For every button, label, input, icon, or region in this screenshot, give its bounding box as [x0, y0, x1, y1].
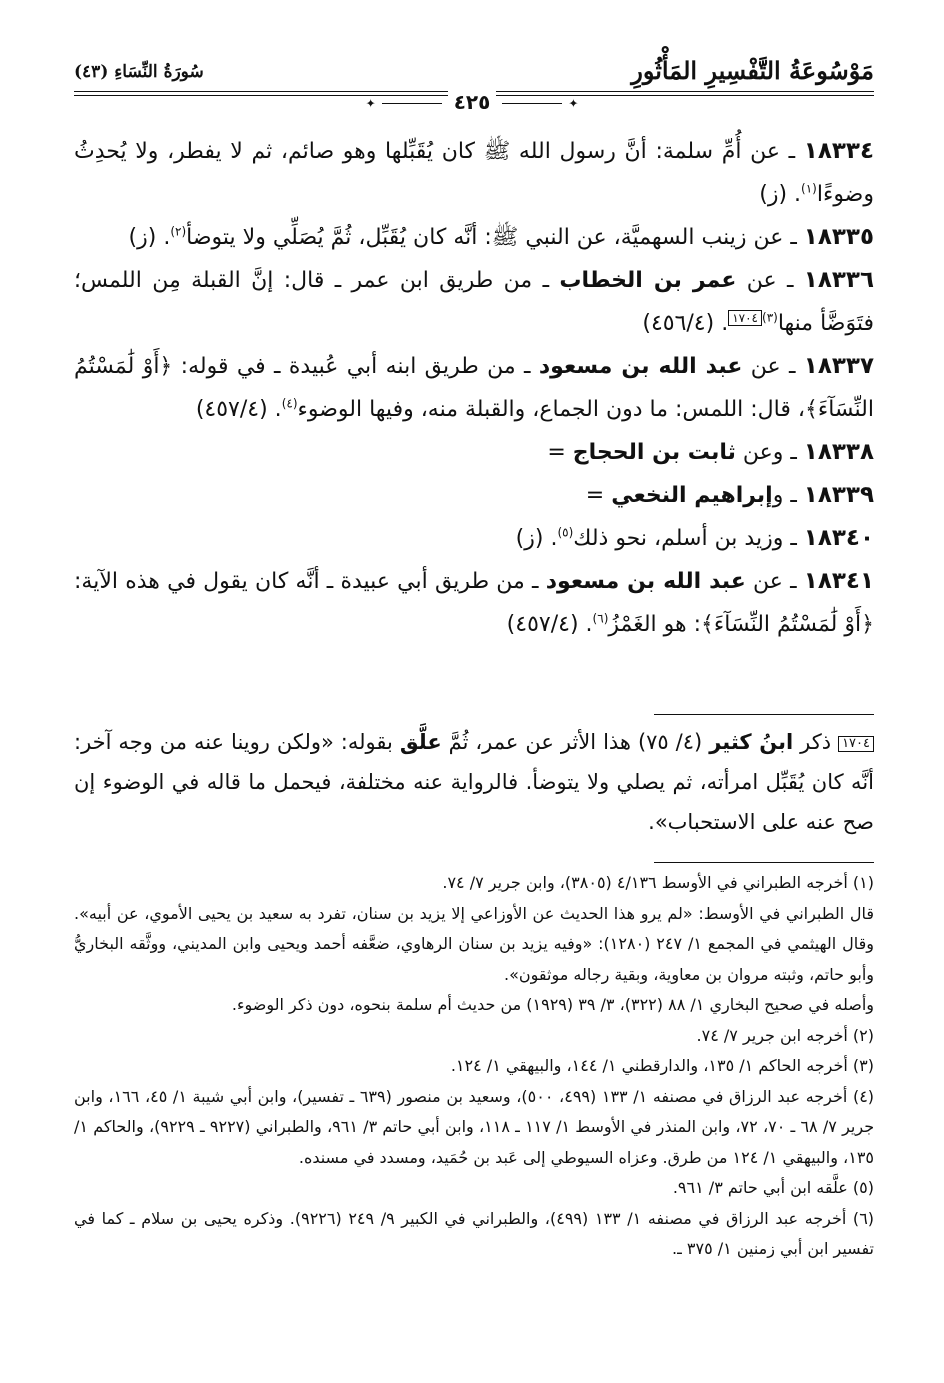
volume-page-ref: (٤٥٦/٤): [642, 311, 715, 336]
footnote: (٦) أخرجه عبد الرزاق في مصنفه ١/ ١٣٣ (٤٩٩)، والطبراني في الكبير ٩/ ٢٤٩ (٩٢٢٦). وذكره يحيى بن سلام ـ كما في تفسير ابن أبي زمنين ١/ ٣٧٥ ـ.: [74, 1208, 875, 1258]
narration-entry: [74, 474, 874, 517]
footnote: (٣) أخرجه الحاكم ١/ ١٣٥، والدارقطني ١/ ١٤٤، والبيهقي ١/ ١٢٤.: [450, 1056, 874, 1075]
narration-connector: ـ عن: [745, 569, 804, 594]
narration-connector: ـ عن: [746, 225, 804, 250]
surah-label: سُورَةُ النِّسَاءِ (٤٣): [74, 62, 204, 82]
commentary-text: ذكر: [793, 730, 839, 754]
footnote-marker: (٥): [557, 525, 574, 540]
commentary-text: بقوله: «ولكن روينا عنه من وجه آخر: أنَّه كان يُقَبِّل امرأته، ثم يصلي ولا يتوضأ. فالرواية عنه مختلفة، فيحمل ما قاله في الوضوء إن صح عنه على الاستحباب».: [74, 730, 874, 834]
narration-number: ١٨٣٤٠: [803, 525, 874, 551]
narration-text: ـ من طريق ابن عمر ـ قال: إنَّ القبلة مِن اللمس؛ فتَوَضَّأ منها: [74, 268, 874, 336]
narration-text: =: [547, 440, 573, 465]
narration-number: ١٨٣٣٦: [803, 267, 874, 293]
ornament-icon: ✦: [365, 96, 376, 111]
footnote-marker: (١): [801, 181, 817, 196]
narration-suffix: . (ز): [128, 225, 171, 250]
commentary-separator: [654, 714, 874, 715]
volume-page-ref: (٤٥٧/٤): [506, 612, 579, 637]
narration-suffix: . (ز): [759, 182, 802, 207]
commentary-text: (٤/ ٧٥) هذا الأثر عن عمر، ثُمَّ: [441, 730, 710, 754]
narration-text: =: [585, 483, 612, 508]
narrator-name: عبد الله بن مسعود: [545, 569, 746, 594]
narration-number: ١٨٣٣٥: [803, 224, 874, 250]
footnote-separator: [654, 862, 874, 863]
narration-number: ١٨٣٣٩: [803, 482, 874, 508]
narration-suffix: .: [714, 311, 729, 336]
narration-number: ١٨٣٣٤: [803, 138, 874, 164]
page-number: ٤٢٥: [448, 90, 497, 114]
narration-text: أُمِّ سلمة: أنَّ رسول الله ﷺ كان يُقَبِّلها وهو صائم، ثم لا يفطر، ولا يُحدِثُ وضوءًا: [74, 139, 874, 207]
narrator-name: عبد الله بن مسعود: [538, 354, 743, 379]
narration-suffix: . (ز): [515, 526, 558, 551]
footnote: (٤) أخرجه عبد الرزاق في مصنفه ١/ ١٣٣ (٤٩٩، ٥٠٠)، وسعيد بن منصور (٦٣٩ ـ تفسير)، وابن أبي شيبة ١/ ٤٥، ١٦٦، وابن جرير ٧/ ٦٨ ـ ٧٠، ٧٢، وابن المنذر في الأوسط ١/ ١١٧ ـ ١١٨، وابن أبي حاتم ٣/ ٩٦١، والطبراني (٩٢٢٧ ـ ٩٢٢٩)، والحاكم ١/ ١٣٥، والبيهقي ١/ ١٢٤ من طرق. وعزاه السيوطي إلى عَبد بن حُمَيد، ومسدد في مسنده.: [74, 1086, 875, 1167]
commentary-number-box: ١٧٠٤: [838, 736, 874, 752]
narration-entry: [74, 431, 874, 474]
narrations-list: [74, 130, 874, 646]
footnote-marker: (٢): [170, 224, 187, 239]
narration-number: ١٨٣٣٧: [803, 353, 874, 379]
ornament-line: [382, 103, 442, 104]
volume-page-ref: (٤٥٧/٤): [195, 397, 268, 422]
ornament-icon: ✦: [568, 96, 579, 111]
narration-connector: ـ و: [772, 483, 804, 508]
narration-entry: [74, 517, 874, 560]
footnote: قال الطبراني في الأوسط: «لم يرو هذا الحديث عن الأوزاعي إلا يزيد بن سنان، تفرد به سعيد بن يحيى الأموي، عن أبيه». وقال الهيثمي في المجمع ١/ ٢٤٧ (١٢٨٠): «وفيه يزيد بن سنان الرهاوي، ضعَّفه أحمد ويحيى وابن المديني، ووثَّقه البخاريُّ وأبو حاتم، وثبته مروان بن معاوية، وبقية رجاله موثقون».: [74, 903, 874, 984]
ornament-line: [502, 103, 562, 104]
narration-number: ١٨٣٣٨: [803, 439, 874, 465]
narration-number: ١٨٣٤١: [803, 568, 874, 594]
narration-text: ـ من طريق أبي عبيدة ـ أنَّه كان يقول في هذه الآية: ﴿أَوْ لَٰمَسْتُمُ النِّسَآءَ﴾: هو الغَمْزُ: [74, 569, 874, 637]
narration-text: زينب السهميَّة، عن النبي ﷺ: أنَّه كان يُقَبِّل، ثُمَّ يُصَلِّي ولا يتوضأ: [186, 225, 747, 250]
footnotes: [74, 868, 874, 1265]
footnote: (٢) أخرجه ابن جرير ٧/ ٧٤.: [696, 1025, 874, 1045]
page-number-ornament: [0, 90, 944, 114]
narration-suffix: .: [578, 612, 593, 637]
narration-connector: ـ عن: [741, 139, 804, 164]
narrator-name: ثابت بن الحجاج: [572, 440, 736, 465]
narration-text: زيد بن أسلم، نحو ذلك: [573, 526, 773, 551]
narration-entry: [74, 345, 874, 431]
narrator-name: عمر بن الخطاب: [559, 268, 737, 293]
footnote: (١) أخرجه الطبراني في الأوسط ٤/١٣٦ (٣٨٠٥)، وابن جرير ٧/ ٧٤.: [442, 873, 874, 892]
commentary-ref-box: ١٧٠٤: [728, 310, 762, 326]
footnote: (٥) علَّقه ابن أبي حاتم ٣/ ٩٦١.: [672, 1178, 874, 1197]
narration-text: ـ من طريق ابنه أبي عُبيدة ـ في قوله: ﴿أَوْ لَٰمَسْتُمُ النِّسَآءَ﴾، قال: اللمس: ما دون الجماع، والقبلة منه، وفيها الوضوء: [74, 354, 874, 422]
commentary-verb: علَّق: [399, 730, 442, 754]
narration-connector: ـ وعن: [735, 440, 804, 465]
footnote-marker: (٣): [762, 310, 778, 325]
running-header: [74, 52, 874, 92]
footnote-marker: (٤): [281, 396, 298, 411]
narration-connector: ـ عن: [736, 268, 804, 293]
narration-entry: [74, 259, 874, 345]
series-title: مَوْسُوعَةُ التَّفْسِيرِ المَأْثُورِ: [631, 56, 874, 85]
narrator-name: إبراهيم النخعي: [611, 483, 773, 508]
commentary-block: [74, 722, 874, 842]
narration-connector: ـ و: [772, 526, 804, 551]
narration-connector: ـ عن: [742, 354, 804, 379]
narration-entry: [74, 216, 874, 259]
footnote: وأصله في صحيح البخاري ١/ ٨٨ (٣٢٢)، ٣/ ٣٩ (١٩٢٩) من حديث أم سلمة بنحوه، دون ذكر الوضوء.: [231, 995, 874, 1014]
footnote-marker: (٦): [592, 611, 609, 626]
narration-entry: [74, 130, 874, 216]
commentary-scholar: ابنُ كثير: [709, 730, 794, 754]
narration-suffix: .: [267, 397, 282, 422]
narration-entry: [74, 560, 874, 646]
